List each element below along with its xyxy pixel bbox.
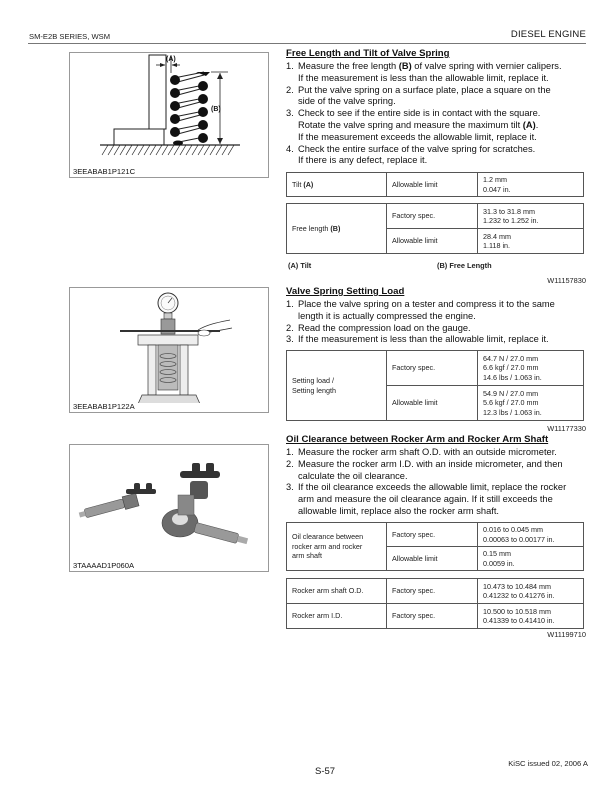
table-row xyxy=(287,351,584,386)
item-cell: Oil clearance between rocker arm and rocker arm shaft xyxy=(287,523,387,571)
value-cell: 54.9 N / 27.0 mm 5.6 kgf / 27.0 mm 12.3 lbs / 1.063 in. xyxy=(478,386,584,421)
section-setting-load xyxy=(286,286,586,346)
section-title: Free Length and Tilt of Valve Spring xyxy=(286,48,450,59)
section-title: Oil Clearance between Rocker Arm and Rocker Arm Shaft xyxy=(286,434,549,445)
item-cell: Rocker arm I.D. xyxy=(287,604,387,629)
figure-valve-spring-tilt xyxy=(69,52,269,178)
spec-cell: Allowable limit xyxy=(387,229,478,254)
spec-cell: Allowable limit xyxy=(387,547,478,571)
page-number: S-57 xyxy=(315,766,336,777)
spec-table-setting-load xyxy=(286,350,584,421)
reference-code: W11177330 xyxy=(547,424,586,433)
spec-table-tilt xyxy=(286,172,584,197)
spec-table-oil-clearance xyxy=(286,522,584,571)
page-header xyxy=(28,24,586,44)
figure-caption: 3EEABAB1P121C xyxy=(73,167,136,176)
table-row xyxy=(287,579,584,604)
label-a: (A) xyxy=(166,56,176,63)
step-item: 1. Place the valve spring on a tester and compress it to the same length it is actually compressed the engine. xyxy=(286,299,555,321)
spec-cell: Factory spec. xyxy=(387,579,478,604)
value-cell: 64.7 N / 27.0 mm 6.6 kgf / 27.0 mm 14.6 lbs / 1.063 in. xyxy=(478,351,584,386)
item-cell: Rocker arm shaft O.D. xyxy=(287,579,387,604)
step-item: 4. Check the entire surface of the valve spring for scratches. If there is any defect, replace it. xyxy=(286,143,536,166)
reference-code: W11199710 xyxy=(547,630,586,639)
spec-cell: Factory spec. xyxy=(387,204,478,229)
section-free-length-tilt xyxy=(286,48,586,167)
label-b: (B) xyxy=(211,106,221,113)
reference-code: W11157830 xyxy=(547,276,586,285)
value-cell: 0.016 to 0.045 mm 0.00063 to 0.00177 in. xyxy=(478,523,584,547)
step-item: 2. Measure the rocker arm I.D. with an inside micrometer, and then calculate the oil clearance. xyxy=(286,458,563,481)
step-item: 2. Read the compression load on the gauge. xyxy=(286,322,471,333)
table-row xyxy=(287,523,584,547)
step-list xyxy=(286,299,586,346)
item-cell: Tilt (A) xyxy=(287,173,387,197)
spec-cell: Factory spec. xyxy=(387,351,478,386)
section-oil-clearance xyxy=(286,434,586,518)
step-item: 3. If the measurement is less than the allowable limit, replace it. xyxy=(286,334,549,345)
step-item: 3. Check to see if the entire side is in contact with the square. Rotate the valve spring and measure the maximum tilt (A). If the measurement exceeds the allowable limit, replace it. xyxy=(286,108,541,142)
spec-cell: Allowable limit xyxy=(387,386,478,421)
value-cell: 31.3 to 31.8 mm 1.232 to 1.252 in. xyxy=(478,204,584,229)
figure-spring-tester xyxy=(69,287,269,413)
spec-cell: Allowable limit xyxy=(387,173,478,197)
step-item: 1. Measure the rocker arm shaft O.D. with an outside micrometer. xyxy=(286,447,557,457)
table-row xyxy=(287,173,584,197)
step-item: 1. Measure the free length (B) of valve spring with vernier calipers. If the measurement is less than the allowable limit, replace it. xyxy=(286,61,562,83)
table-row xyxy=(287,204,584,229)
spec-cell: Factory spec. xyxy=(387,604,478,629)
spec-cell: Factory spec. xyxy=(387,523,478,547)
legend-a: (A) Tilt xyxy=(288,261,312,270)
manual-series-title: SM-E2B SERIES, WSM xyxy=(29,32,111,41)
item-cell: Setting load / Setting length xyxy=(287,351,387,421)
figure-caption: 3TAAAAD1P060A xyxy=(73,561,135,570)
chapter-title: DIESEL ENGINE xyxy=(510,29,586,40)
legend-b: (B) Free Length xyxy=(437,261,492,270)
value-cell: 0.15 mm 0.0059 in. xyxy=(478,547,584,571)
valve-spring-tilt-diagram-icon xyxy=(70,53,270,163)
step-list xyxy=(286,447,586,518)
step-item: 2. Put the valve spring on a surface plate, place a square on the side of the valve spring. xyxy=(286,84,551,107)
value-cell: 10.500 to 10.518 mm 0.41339 to 0.41410 in. xyxy=(478,604,584,629)
micrometer-rocker-arm-icon xyxy=(70,445,270,560)
step-list xyxy=(286,61,586,167)
step-item: 3. If the oil clearance exceeds the allowable limit, replace the rocker arm and measure the oil clearance again. If it still exceeds the allowable limit, replace also the rocker arm shaft. xyxy=(286,482,567,516)
issue-note: KiSC issued 02, 2006 A xyxy=(508,759,588,768)
value-cell: 1.2 mm 0.047 in. xyxy=(478,173,584,197)
item-cell: Free length (B) xyxy=(287,204,387,254)
spec-table-free-length xyxy=(286,203,584,254)
value-cell: 10.473 to 10.484 mm 0.41232 to 0.41276 in. xyxy=(478,579,584,604)
section-title: Valve Spring Setting Load xyxy=(286,286,405,297)
figure-micrometer xyxy=(69,444,269,572)
figure-caption: 3EEABAB1P122A xyxy=(73,402,135,411)
spec-table-rocker-arm xyxy=(286,578,584,629)
table-row xyxy=(287,604,584,629)
value-cell: 28.4 mm 1.118 in. xyxy=(478,229,584,254)
spring-tester-gauge-icon xyxy=(70,288,270,403)
